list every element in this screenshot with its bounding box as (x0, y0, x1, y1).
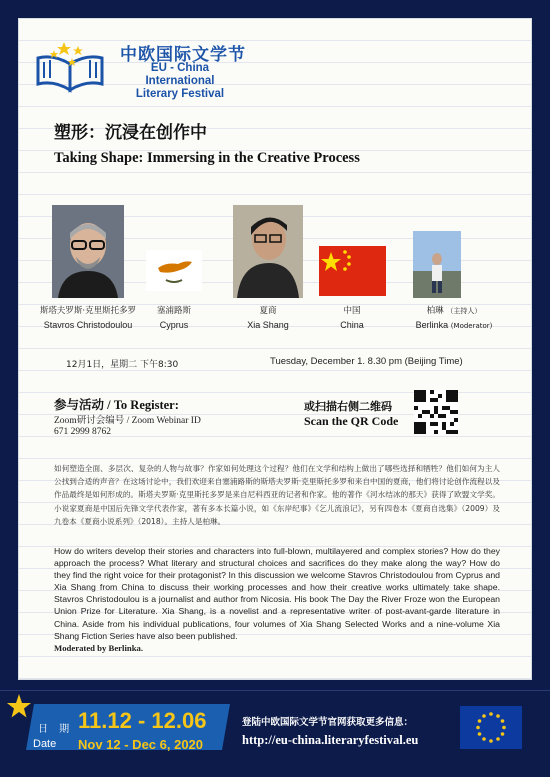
participant-name-cn: 柏琳 (426, 306, 444, 316)
participant-country-cyprus (138, 304, 210, 332)
photo-xia-shang (233, 205, 303, 298)
book-star-logo-icon (34, 38, 108, 96)
participant-name-en: China (340, 320, 364, 330)
participant-role-cn: （主持人） (446, 307, 482, 315)
photo-berlinka (413, 231, 461, 298)
china-flag-icon (319, 246, 386, 296)
participant-name-xia-shang (233, 304, 303, 332)
participant-name-en: Stavros Christodoulou (43, 320, 133, 330)
photo-stavros-christodoulou (52, 205, 124, 298)
qr-code-icon[interactable] (414, 390, 458, 434)
festival-name-en-line2: Literary Festival (135, 88, 225, 100)
date-label-cn: 日 期 (38, 724, 74, 735)
participant-name-cn: 夏商 (259, 306, 277, 316)
participant-name-en: Berlinka (415, 320, 449, 330)
participant-name-en: Cyprus (159, 320, 189, 330)
participant-role-en: (Moderator) (450, 322, 493, 330)
participant-name-en: Xia Shang (247, 320, 289, 330)
festival-name-en (120, 62, 240, 101)
festival-dates: 11.12 - 12.06 (78, 708, 207, 733)
website-link[interactable]: http://eu-china.literaryfestival.eu (242, 733, 419, 747)
cyprus-flag-icon (146, 250, 202, 291)
participant-name-cn: 斯塔夫罗斯·克里斯托多罗 (39, 306, 137, 316)
description-en-text: How do writers develop their stories and characters into full-blown, multilayered and complex stories? How do they approach the process? What literary and structural choices and sacrifices do they make along the way? How do they find the right voice for their protagonist? In this discussion we welcome Stavros Christodoulou from Cyprus and Xia Shang from China to discuss their working processes and how their creative works ultimately take shape. Stavros Christodoulou is a journalist and author from Nicosia. His book The Day the River Froze won the European Union Prize for Literature. Xia Shang, is a novelist and a representative writer of post-avant-garde literature in China. Aside from his individual publications, four volumes of Xia Shang Selected Works and a nine-volume Xia Shang Fiction Series have also been published. (54, 546, 500, 641)
website-prompt-cn: 登陆中欧国际文学节官网获取更多信息： (242, 717, 414, 728)
participant-name-berlinka (404, 304, 504, 333)
register-title: 参与活动 / To Register: (54, 398, 179, 412)
scan-qr-text-en: Scan the QR Code (304, 414, 399, 428)
webinar-id-value: 671 2999 8762 (54, 427, 111, 437)
festival-name-cn: 中欧国际文学节 (120, 45, 246, 65)
participant-name-cn: 中国 (343, 306, 361, 316)
event-datetime-en: Tuesday, December 1. 8.30 pm (Beijing Time) (270, 356, 463, 367)
participant-country-china (318, 304, 386, 332)
description-en (54, 545, 500, 654)
webinar-id-label: Zoom研讨会编号 / Zoom Webinar ID (54, 416, 201, 426)
eu-flag-icon (460, 706, 522, 749)
description-cn: 如何塑造全面、多层次、复杂的人物与故事？作家如何处理这个过程？他们在文学和结构上做出了哪些选择和牺牲？他们如何为主人公找到合适的声音？在这场讨论中，我们欢迎来自塞浦路斯的斯塔夫罗斯·克里斯托多罗和来自中国的夏商，他们将讨论创作流程以及作品最终是如何形成的。斯塔夫罗斯·克里斯托多罗是来自尼科西亚的记者和作家。他的著作《河水结冰的那天》获得了欧盟文学奖。小说家夏商是中国后先锋文学代表作家，著有多本长篇小说，如《东岸纪事》《乞儿流浪记》，另有四卷本《夏商自选集》（2009）及九卷本《夏商小说系列》（2018）。主持人是柏琳。 (54, 464, 500, 526)
date-label-en: Date (33, 738, 57, 750)
scan-qr-text-cn: 或扫描右侧二维码 (304, 400, 392, 413)
festival-dates-full: Nov 12 - Dec 6, 2020 (78, 737, 204, 752)
moderator-credit: Moderated by Berlinka. (54, 642, 144, 653)
participant-name-stavros (36, 304, 140, 332)
event-title-cn: 塑形：沉浸在创作中 (54, 123, 207, 143)
participant-name-cn: 塞浦路斯 (156, 306, 191, 316)
footer-divider (0, 690, 550, 691)
event-datetime-cn: 12月1日，星期二 下午8:30 (66, 360, 179, 370)
event-title-en: Taking Shape: Immersing in the Creative Process (54, 150, 360, 166)
festival-name-en-line1: EU - China International (145, 62, 215, 87)
